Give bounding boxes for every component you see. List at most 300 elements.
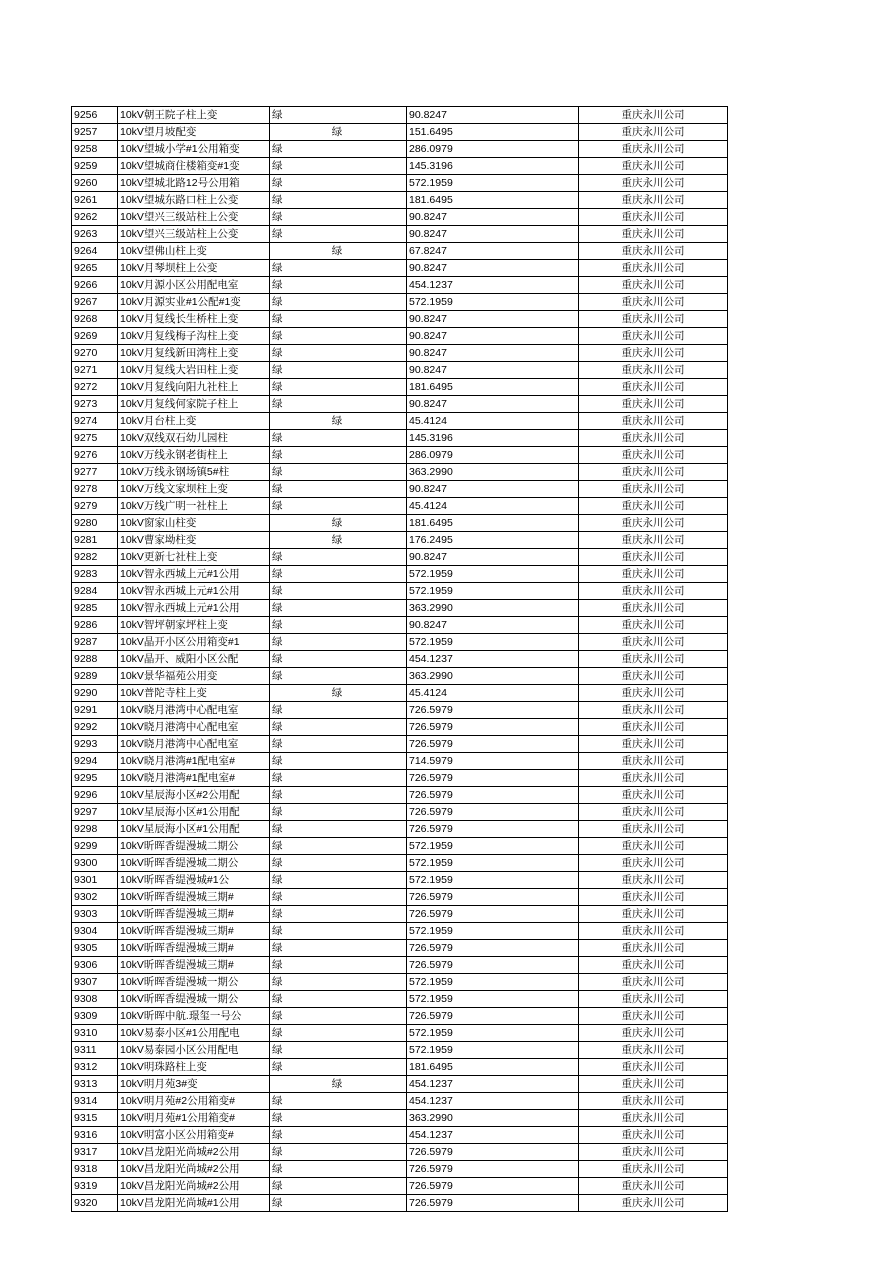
table-row	[72, 107, 728, 124]
cell-value: 726.5979	[407, 940, 579, 957]
cell-equipment-name: 10kV昕晖香缇漫城三期#	[118, 906, 270, 923]
cell-value: 181.6495	[407, 379, 579, 396]
cell-value: 363.2990	[407, 600, 579, 617]
table-row	[72, 821, 728, 838]
cell-equipment-name: 10kV明珠路柱上变	[118, 1059, 270, 1076]
cell-organization: 重庆永川公司	[579, 362, 728, 379]
cell-organization: 重庆永川公司	[579, 804, 728, 821]
cell-organization: 重庆永川公司	[579, 1008, 728, 1025]
cell-value: 454.1237	[407, 1127, 579, 1144]
cell-equipment-name: 10kV昕晖香缇漫城一期公	[118, 974, 270, 991]
cell-organization: 重庆永川公司	[579, 1059, 728, 1076]
cell-equipment-name: 10kV万线永钢场镇5#柱	[118, 464, 270, 481]
cell-organization: 重庆永川公司	[579, 226, 728, 243]
table-row	[72, 379, 728, 396]
table-row	[72, 634, 728, 651]
table-row	[72, 209, 728, 226]
cell-equipment-name: 10kV望城商住楼箱变#1变	[118, 158, 270, 175]
cell-value: 726.5979	[407, 702, 579, 719]
cell-organization: 重庆永川公司	[579, 1127, 728, 1144]
table-row	[72, 362, 728, 379]
cell-organization: 重庆永川公司	[579, 379, 728, 396]
cell-organization: 重庆永川公司	[579, 600, 728, 617]
cell-color: 绿	[270, 855, 407, 872]
cell-color: 绿	[270, 651, 407, 668]
cell-organization: 重庆永川公司	[579, 940, 728, 957]
cell-organization: 重庆永川公司	[579, 1144, 728, 1161]
cell-color: 绿	[270, 753, 407, 770]
cell-color: 绿	[270, 617, 407, 634]
cell-color: 绿	[270, 991, 407, 1008]
cell-equipment-name: 10kV明月苑#2公用箱变#	[118, 1093, 270, 1110]
cell-equipment-name: 10kV昕晖香缇漫城三期#	[118, 923, 270, 940]
table-row	[72, 345, 728, 362]
cell-color: 绿	[270, 1093, 407, 1110]
cell-value: 572.1959	[407, 583, 579, 600]
cell-color: 绿	[270, 889, 407, 906]
table-row	[72, 464, 728, 481]
cell-equipment-name: 10kV月复线新田湾柱上变	[118, 345, 270, 362]
cell-color: 绿	[270, 430, 407, 447]
cell-value: 363.2990	[407, 464, 579, 481]
cell-equipment-name: 10kV望城北路12号公用箱	[118, 175, 270, 192]
cell-equipment-name: 10kV望月坡配变	[118, 124, 270, 141]
cell-id: 9316	[72, 1127, 118, 1144]
cell-color: 绿	[270, 226, 407, 243]
cell-organization: 重庆永川公司	[579, 1042, 728, 1059]
cell-value: 181.6495	[407, 1059, 579, 1076]
cell-value: 90.8247	[407, 549, 579, 566]
table-row	[72, 243, 728, 260]
cell-equipment-name: 10kV望佛山柱上变	[118, 243, 270, 260]
cell-id: 9282	[72, 549, 118, 566]
cell-id: 9259	[72, 158, 118, 175]
cell-value: 572.1959	[407, 175, 579, 192]
cell-equipment-name: 10kV智永西城上元#1公用	[118, 566, 270, 583]
cell-organization: 重庆永川公司	[579, 175, 728, 192]
table-row	[72, 1178, 728, 1195]
cell-equipment-name: 10kV星辰海小区#2公用配	[118, 787, 270, 804]
cell-equipment-name: 10kV晶开小区公用箱变#1	[118, 634, 270, 651]
table-row	[72, 277, 728, 294]
cell-id: 9296	[72, 787, 118, 804]
cell-equipment-name: 10kV月复线向阳九社柱上	[118, 379, 270, 396]
cell-id: 9286	[72, 617, 118, 634]
cell-color: 绿	[270, 481, 407, 498]
table-row	[72, 328, 728, 345]
cell-organization: 重庆永川公司	[579, 1195, 728, 1212]
cell-color: 绿	[270, 719, 407, 736]
cell-organization: 重庆永川公司	[579, 549, 728, 566]
cell-id: 9277	[72, 464, 118, 481]
cell-value: 90.8247	[407, 345, 579, 362]
cell-organization: 重庆永川公司	[579, 838, 728, 855]
cell-value: 726.5979	[407, 821, 579, 838]
table-row	[72, 1059, 728, 1076]
cell-color: 绿	[270, 1178, 407, 1195]
cell-id: 9289	[72, 668, 118, 685]
cell-id: 9293	[72, 736, 118, 753]
table-row	[72, 1093, 728, 1110]
cell-equipment-name: 10kV昕晖香缇漫城一期公	[118, 991, 270, 1008]
cell-color: 绿	[270, 583, 407, 600]
table-row	[72, 889, 728, 906]
cell-id: 9274	[72, 413, 118, 430]
table-row	[72, 770, 728, 787]
cell-color: 绿	[270, 464, 407, 481]
cell-color: 绿	[270, 1195, 407, 1212]
cell-organization: 重庆永川公司	[579, 260, 728, 277]
cell-color: 绿	[270, 498, 407, 515]
cell-color: 绿	[270, 362, 407, 379]
cell-id: 9304	[72, 923, 118, 940]
cell-equipment-name: 10kV昕晖香缇漫城三期#	[118, 889, 270, 906]
cell-equipment-name: 10kV晓月港湾中心配电室	[118, 719, 270, 736]
table-row	[72, 1025, 728, 1042]
cell-id: 9265	[72, 260, 118, 277]
cell-id: 9280	[72, 515, 118, 532]
cell-value: 726.5979	[407, 1144, 579, 1161]
table-row	[72, 668, 728, 685]
cell-id: 9300	[72, 855, 118, 872]
cell-equipment-name: 10kV昕晖香缇漫城二期公	[118, 855, 270, 872]
cell-color: 绿	[270, 549, 407, 566]
cell-organization: 重庆永川公司	[579, 736, 728, 753]
cell-id: 9290	[72, 685, 118, 702]
cell-value: 726.5979	[407, 804, 579, 821]
table-row	[72, 396, 728, 413]
cell-color: 绿	[270, 804, 407, 821]
cell-value: 572.1959	[407, 1025, 579, 1042]
cell-organization: 重庆永川公司	[579, 1093, 728, 1110]
cell-equipment-name: 10kV易泰园小区公用配电	[118, 1042, 270, 1059]
table-row	[72, 1161, 728, 1178]
cell-color: 绿	[270, 770, 407, 787]
table-row	[72, 294, 728, 311]
cell-value: 45.4124	[407, 685, 579, 702]
cell-organization: 重庆永川公司	[579, 923, 728, 940]
cell-id: 9257	[72, 124, 118, 141]
cell-color: 绿	[270, 685, 407, 702]
cell-organization: 重庆永川公司	[579, 532, 728, 549]
cell-equipment-name: 10kV望城东路口柱上公变	[118, 192, 270, 209]
cell-organization: 重庆永川公司	[579, 243, 728, 260]
cell-value: 90.8247	[407, 260, 579, 277]
table-row	[72, 957, 728, 974]
cell-value: 363.2990	[407, 668, 579, 685]
cell-value: 572.1959	[407, 923, 579, 940]
cell-value: 454.1237	[407, 1093, 579, 1110]
cell-id: 9315	[72, 1110, 118, 1127]
cell-color: 绿	[270, 345, 407, 362]
cell-equipment-name: 10kV晓月港湾中心配电室	[118, 736, 270, 753]
table-row	[72, 549, 728, 566]
cell-equipment-name: 10kV望城小学#1公用箱变	[118, 141, 270, 158]
table-row	[72, 1042, 728, 1059]
cell-id: 9271	[72, 362, 118, 379]
table-row	[72, 991, 728, 1008]
cell-value: 572.1959	[407, 634, 579, 651]
cell-organization: 重庆永川公司	[579, 515, 728, 532]
cell-id: 9311	[72, 1042, 118, 1059]
cell-organization: 重庆永川公司	[579, 345, 728, 362]
cell-color: 绿	[270, 1076, 407, 1093]
cell-color: 绿	[270, 1110, 407, 1127]
cell-color: 绿	[270, 838, 407, 855]
cell-value: 726.5979	[407, 957, 579, 974]
cell-id: 9261	[72, 192, 118, 209]
cell-organization: 重庆永川公司	[579, 872, 728, 889]
cell-color: 绿	[270, 515, 407, 532]
cell-color: 绿	[270, 328, 407, 345]
cell-id: 9279	[72, 498, 118, 515]
cell-organization: 重庆永川公司	[579, 719, 728, 736]
cell-id: 9297	[72, 804, 118, 821]
cell-color: 绿	[270, 940, 407, 957]
cell-value: 572.1959	[407, 991, 579, 1008]
cell-organization: 重庆永川公司	[579, 413, 728, 430]
cell-id: 9308	[72, 991, 118, 1008]
cell-equipment-name: 10kV双线双石幼儿园柱	[118, 430, 270, 447]
cell-color: 绿	[270, 311, 407, 328]
cell-id: 9312	[72, 1059, 118, 1076]
cell-value: 90.8247	[407, 209, 579, 226]
cell-equipment-name: 10kV月复线大岩田柱上变	[118, 362, 270, 379]
cell-equipment-name: 10kV月台柱上变	[118, 413, 270, 430]
cell-value: 90.8247	[407, 481, 579, 498]
cell-equipment-name: 10kV望兴三级站柱上公变	[118, 226, 270, 243]
cell-color: 绿	[270, 396, 407, 413]
cell-equipment-name: 10kV昕晖香缇漫城三期#	[118, 940, 270, 957]
cell-value: 90.8247	[407, 311, 579, 328]
cell-equipment-name: 10kV晓月港湾#1配电室#	[118, 770, 270, 787]
cell-value: 714.5979	[407, 753, 579, 770]
table-row	[72, 719, 728, 736]
cell-id: 9256	[72, 107, 118, 124]
cell-organization: 重庆永川公司	[579, 447, 728, 464]
cell-value: 181.6495	[407, 192, 579, 209]
cell-value: 726.5979	[407, 1008, 579, 1025]
cell-organization: 重庆永川公司	[579, 957, 728, 974]
cell-id: 9263	[72, 226, 118, 243]
cell-id: 9295	[72, 770, 118, 787]
cell-value: 572.1959	[407, 855, 579, 872]
cell-id: 9287	[72, 634, 118, 651]
table-row	[72, 651, 728, 668]
cell-id: 9273	[72, 396, 118, 413]
table-row	[72, 872, 728, 889]
cell-equipment-name: 10kV曹家坳柱变	[118, 532, 270, 549]
cell-organization: 重庆永川公司	[579, 702, 728, 719]
table-row	[72, 260, 728, 277]
cell-id: 9278	[72, 481, 118, 498]
table-body	[72, 107, 728, 1212]
cell-organization: 重庆永川公司	[579, 889, 728, 906]
cell-value: 726.5979	[407, 770, 579, 787]
table-row	[72, 566, 728, 583]
cell-organization: 重庆永川公司	[579, 141, 728, 158]
cell-equipment-name: 10kV智永西城上元#1公用	[118, 583, 270, 600]
cell-color: 绿	[270, 736, 407, 753]
cell-color: 绿	[270, 243, 407, 260]
cell-equipment-name: 10kV月源小区公用配电室	[118, 277, 270, 294]
table-row	[72, 702, 728, 719]
cell-id: 9307	[72, 974, 118, 991]
cell-equipment-name: 10kV明月苑#1公用箱变#	[118, 1110, 270, 1127]
table-row	[72, 787, 728, 804]
table-row	[72, 804, 728, 821]
cell-color: 绿	[270, 923, 407, 940]
cell-id: 9298	[72, 821, 118, 838]
cell-equipment-name: 10kV智永西城上元#1公用	[118, 600, 270, 617]
table-row	[72, 753, 728, 770]
cell-organization: 重庆永川公司	[579, 634, 728, 651]
table-row	[72, 1144, 728, 1161]
cell-color: 绿	[270, 957, 407, 974]
cell-equipment-name: 10kV万线文家坝柱上变	[118, 481, 270, 498]
cell-value: 181.6495	[407, 515, 579, 532]
table-row	[72, 447, 728, 464]
cell-id: 9288	[72, 651, 118, 668]
cell-organization: 重庆永川公司	[579, 107, 728, 124]
cell-organization: 重庆永川公司	[579, 396, 728, 413]
cell-value: 726.5979	[407, 889, 579, 906]
cell-equipment-name: 10kV明月苑3#变	[118, 1076, 270, 1093]
cell-equipment-name: 10kV景华福苑公用变	[118, 668, 270, 685]
equipment-table	[71, 106, 728, 1212]
cell-value: 45.4124	[407, 413, 579, 430]
cell-id: 9313	[72, 1076, 118, 1093]
cell-value: 572.1959	[407, 838, 579, 855]
cell-organization: 重庆永川公司	[579, 124, 728, 141]
table-row	[72, 311, 728, 328]
cell-equipment-name: 10kV昌龙阳光尚城#2公用	[118, 1161, 270, 1178]
cell-color: 绿	[270, 1025, 407, 1042]
cell-value: 145.3196	[407, 430, 579, 447]
cell-organization: 重庆永川公司	[579, 991, 728, 1008]
cell-color: 绿	[270, 277, 407, 294]
cell-organization: 重庆永川公司	[579, 209, 728, 226]
table-row	[72, 124, 728, 141]
cell-value: 572.1959	[407, 974, 579, 991]
cell-equipment-name: 10kV晓月港湾#1配电室#	[118, 753, 270, 770]
cell-organization: 重庆永川公司	[579, 311, 728, 328]
cell-id: 9264	[72, 243, 118, 260]
cell-organization: 重庆永川公司	[579, 753, 728, 770]
cell-equipment-name: 10kV昕晖香缇漫城二期公	[118, 838, 270, 855]
cell-value: 286.0979	[407, 447, 579, 464]
cell-equipment-name: 10kV窗家山柱变	[118, 515, 270, 532]
cell-equipment-name: 10kV晶开、威阳小区公配	[118, 651, 270, 668]
cell-organization: 重庆永川公司	[579, 158, 728, 175]
cell-equipment-name: 10kV万线永钢老街柱上	[118, 447, 270, 464]
cell-equipment-name: 10kV晓月港湾中心配电室	[118, 702, 270, 719]
cell-color: 绿	[270, 413, 407, 430]
cell-color: 绿	[270, 124, 407, 141]
cell-organization: 重庆永川公司	[579, 430, 728, 447]
cell-organization: 重庆永川公司	[579, 464, 728, 481]
cell-color: 绿	[270, 702, 407, 719]
cell-color: 绿	[270, 141, 407, 158]
cell-id: 9319	[72, 1178, 118, 1195]
table-row	[72, 192, 728, 209]
cell-equipment-name: 10kV昌龙阳光尚城#2公用	[118, 1144, 270, 1161]
cell-value: 726.5979	[407, 1178, 579, 1195]
cell-value: 726.5979	[407, 736, 579, 753]
cell-organization: 重庆永川公司	[579, 685, 728, 702]
cell-equipment-name: 10kV昕晖香缇漫城三期#	[118, 957, 270, 974]
cell-id: 9292	[72, 719, 118, 736]
cell-color: 绿	[270, 821, 407, 838]
cell-value: 572.1959	[407, 872, 579, 889]
cell-value: 363.2990	[407, 1110, 579, 1127]
cell-equipment-name: 10kV昕晖中航.璟玺一号公	[118, 1008, 270, 1025]
cell-equipment-name: 10kV易泰小区#1公用配电	[118, 1025, 270, 1042]
table-row	[72, 515, 728, 532]
cell-id: 9318	[72, 1161, 118, 1178]
cell-id: 9317	[72, 1144, 118, 1161]
cell-id: 9305	[72, 940, 118, 957]
cell-id: 9291	[72, 702, 118, 719]
cell-id: 9275	[72, 430, 118, 447]
cell-value: 572.1959	[407, 566, 579, 583]
cell-equipment-name: 10kV明富小区公用箱变#	[118, 1127, 270, 1144]
cell-value: 176.2495	[407, 532, 579, 549]
cell-organization: 重庆永川公司	[579, 906, 728, 923]
cell-color: 绿	[270, 209, 407, 226]
cell-organization: 重庆永川公司	[579, 277, 728, 294]
cell-color: 绿	[270, 379, 407, 396]
table-row	[72, 1110, 728, 1127]
table-row	[72, 685, 728, 702]
cell-equipment-name: 10kV月源实业#1公配#1变	[118, 294, 270, 311]
table-row	[72, 906, 728, 923]
table-row	[72, 940, 728, 957]
cell-equipment-name: 10kV月复线何家院子柱上	[118, 396, 270, 413]
cell-color: 绿	[270, 447, 407, 464]
cell-color: 绿	[270, 532, 407, 549]
cell-id: 9260	[72, 175, 118, 192]
cell-id: 9284	[72, 583, 118, 600]
cell-organization: 重庆永川公司	[579, 1178, 728, 1195]
cell-id: 9294	[72, 753, 118, 770]
cell-id: 9310	[72, 1025, 118, 1042]
cell-value: 90.8247	[407, 396, 579, 413]
cell-organization: 重庆永川公司	[579, 770, 728, 787]
cell-color: 绿	[270, 175, 407, 192]
cell-id: 9270	[72, 345, 118, 362]
cell-color: 绿	[270, 1042, 407, 1059]
cell-id: 9258	[72, 141, 118, 158]
cell-equipment-name: 10kV普陀寺柱上变	[118, 685, 270, 702]
cell-organization: 重庆永川公司	[579, 328, 728, 345]
table-row	[72, 1008, 728, 1025]
cell-organization: 重庆永川公司	[579, 498, 728, 515]
cell-color: 绿	[270, 1127, 407, 1144]
cell-color: 绿	[270, 566, 407, 583]
cell-value: 726.5979	[407, 906, 579, 923]
cell-id: 9285	[72, 600, 118, 617]
cell-id: 9283	[72, 566, 118, 583]
cell-color: 绿	[270, 260, 407, 277]
cell-id: 9301	[72, 872, 118, 889]
cell-equipment-name: 10kV昌龙阳光尚城#2公用	[118, 1178, 270, 1195]
cell-id: 9276	[72, 447, 118, 464]
cell-equipment-name: 10kV智坪朝家坪柱上变	[118, 617, 270, 634]
cell-value: 90.8247	[407, 328, 579, 345]
cell-organization: 重庆永川公司	[579, 974, 728, 991]
cell-id: 9306	[72, 957, 118, 974]
